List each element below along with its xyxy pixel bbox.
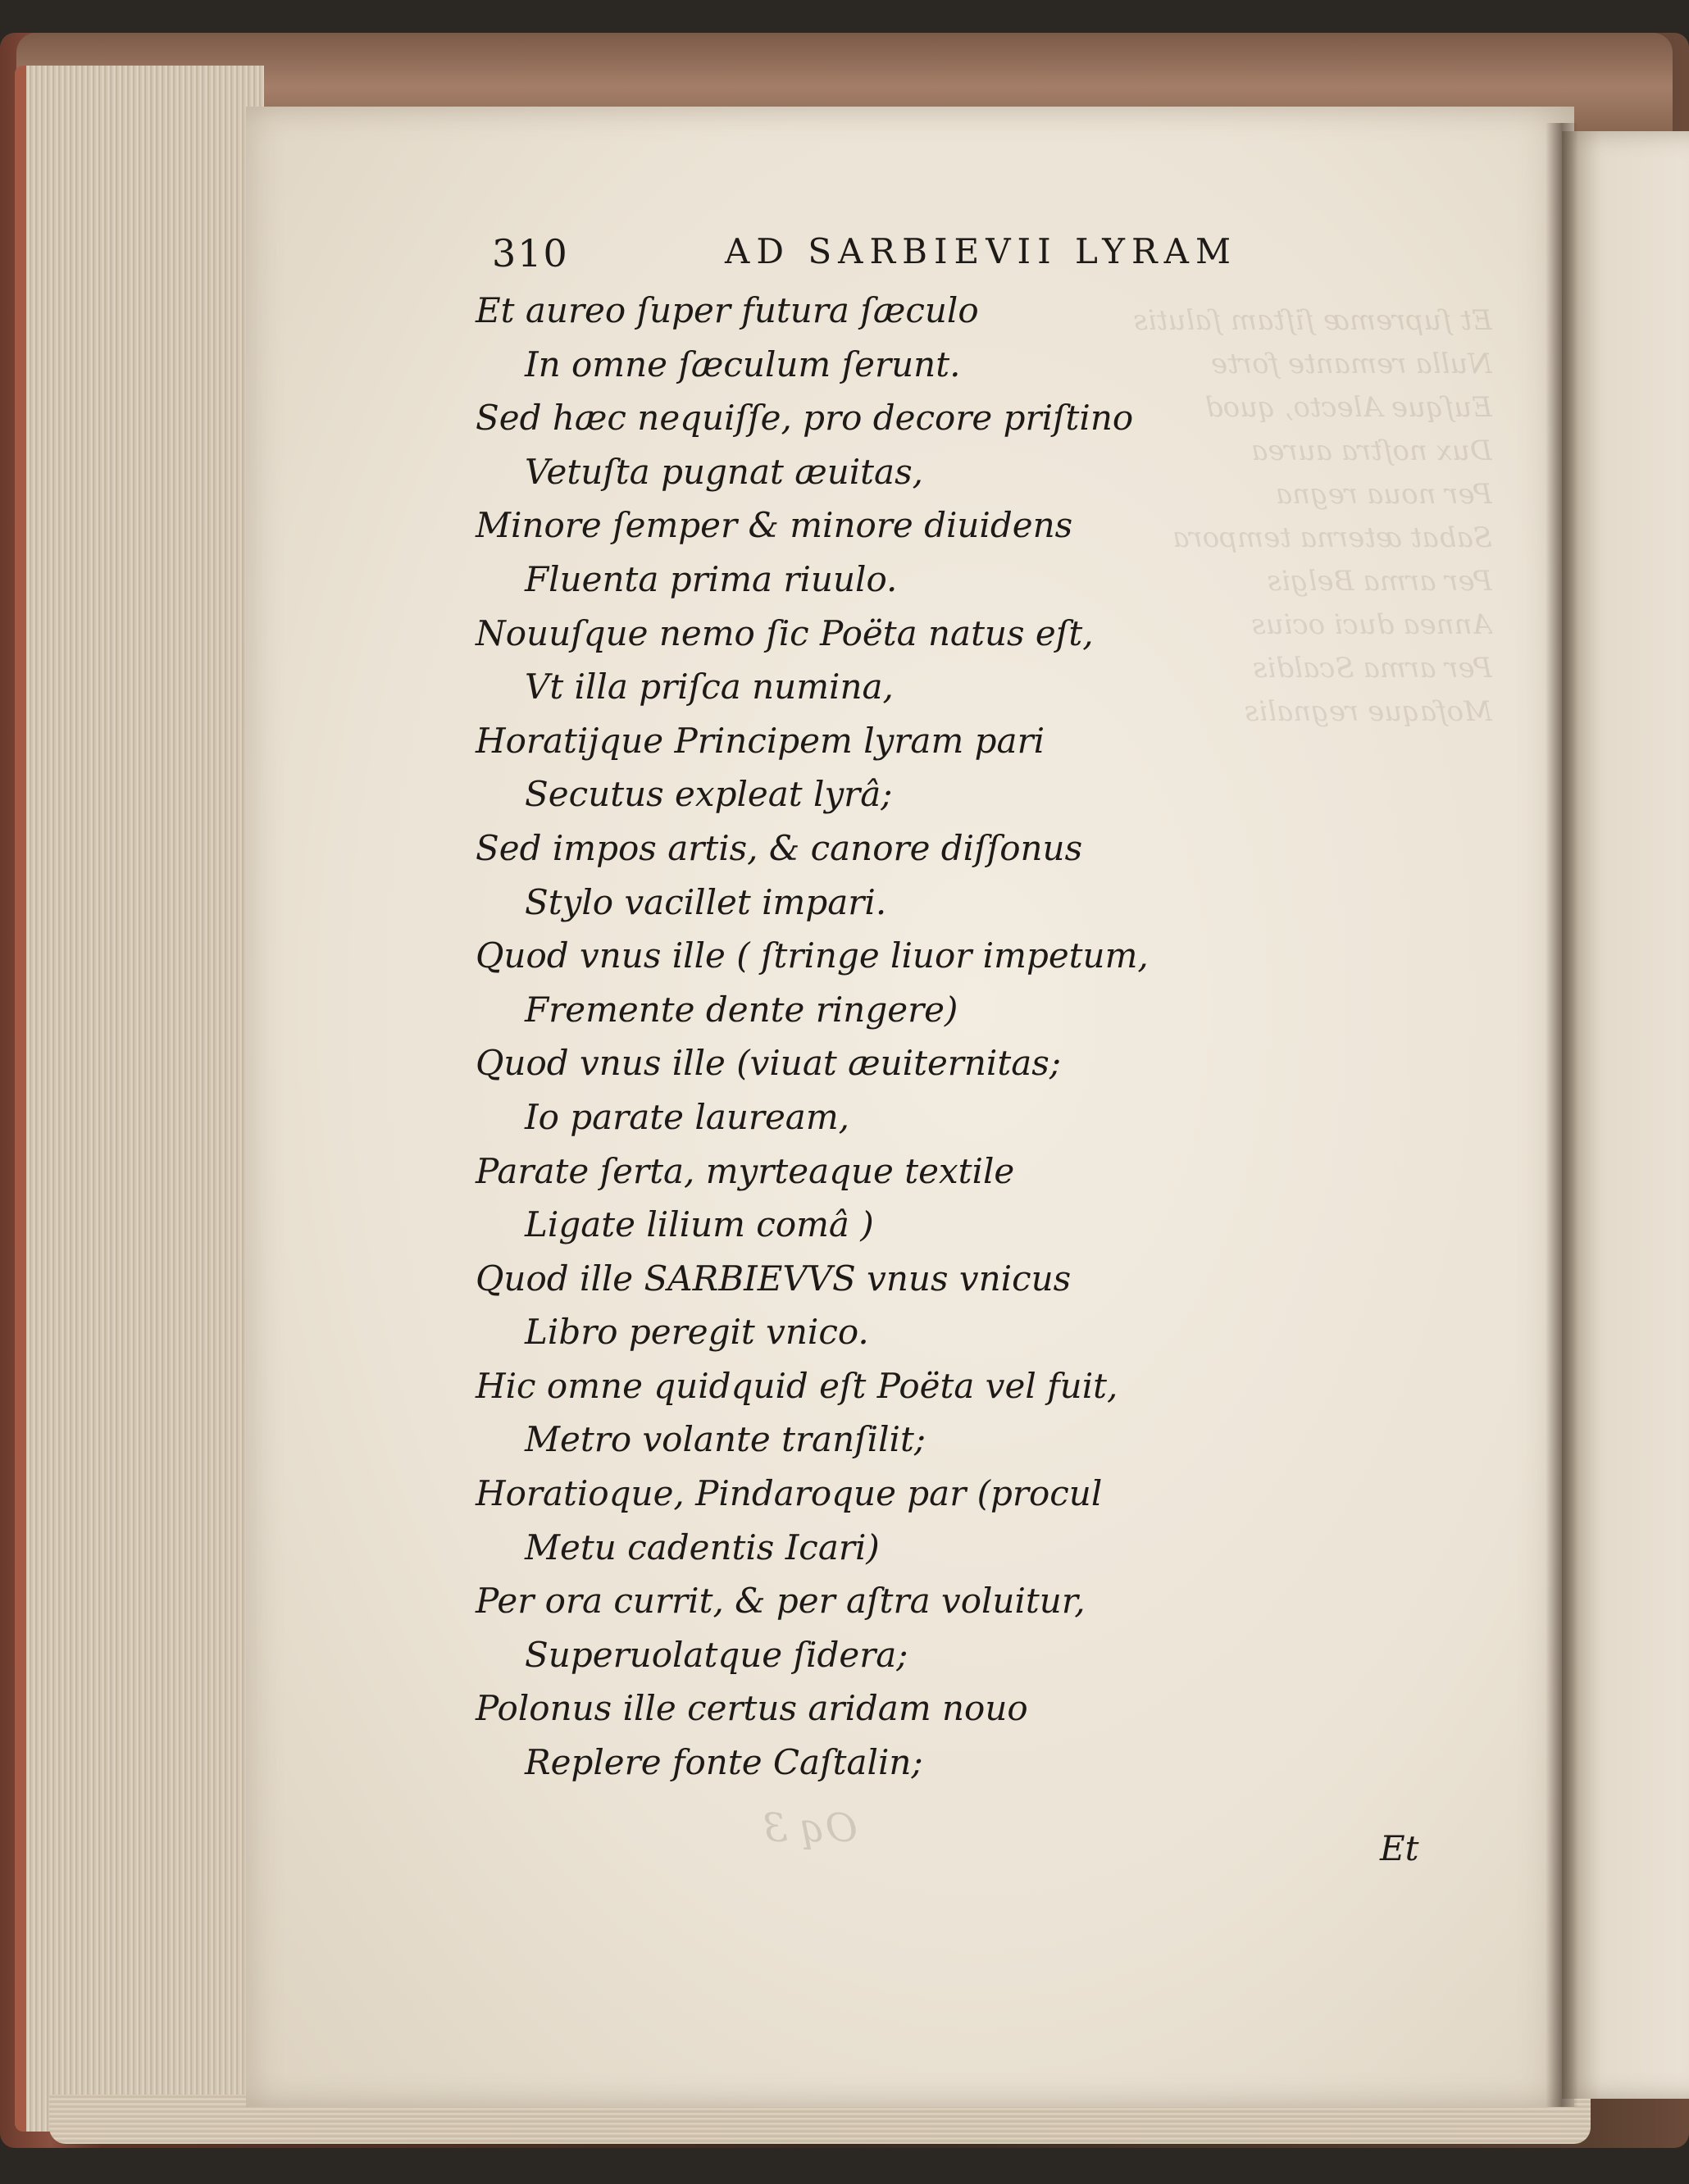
verse-line: Superuolatque ſidera; <box>525 1634 908 1675</box>
running-title: AD SARBIEVII LYRAM <box>725 231 1237 271</box>
verse-line: Vt illa priſca numina, <box>525 667 894 708</box>
verse-line: Sed hæc nequiſſe, pro decore priſtino <box>476 398 1134 439</box>
verse-line: Libro peregit vnico. <box>525 1312 869 1353</box>
verse-line: Fremente dente ringere) <box>525 989 958 1030</box>
verse-line: Ligate lilium comâ ) <box>525 1204 874 1245</box>
catchword: Et <box>1380 1828 1419 1868</box>
verse-line: Sed impos artis, & canore diſſonus <box>476 827 1083 868</box>
book-gutter <box>1546 123 1578 2107</box>
verse-line: Metro volante tranſilit; <box>525 1419 926 1460</box>
verse-line: Minore ſemper & minore diuidens <box>476 505 1073 546</box>
verse-line: Io parate lauream, <box>525 1096 850 1137</box>
verse-line: Et aureo ſuper futura ſæculo <box>476 290 979 330</box>
page-stack-left-edge <box>15 66 264 2132</box>
verse-line: Stylo vacillet impari. <box>525 881 887 922</box>
verse-line: In omne ſæculum ſerunt. <box>525 344 961 384</box>
verse-line: Fluenta prima riuulo. <box>525 558 898 599</box>
verse-line: Hic omne quidquid eſt Poëta vel fuit, <box>476 1365 1118 1406</box>
verse-line: Quod ille SARBIEVVS vnus vnicus <box>476 1258 1072 1299</box>
verse-line: Quod vnus ille ( ſtringe liuor impetum, <box>476 935 1149 976</box>
right-facing-page <box>1562 131 1689 2099</box>
verse-line: Horatioque, Pindaroque par (procul <box>476 1473 1103 1514</box>
verse-line: Secutus expleat lyrâ; <box>525 774 893 815</box>
verse-body <box>476 284 1295 1790</box>
verse-line: Parate ſerta, myrteaque textile <box>476 1150 1015 1191</box>
page-number: 310 <box>492 231 569 275</box>
verse-line: Nouuſque nemo ſic Poëta natus eſt, <box>476 612 1094 653</box>
verse-line: Per ora currit, & per aſtra voluitur, <box>476 1581 1086 1622</box>
bleed-through-text: Et ſupremæ ſiſtam ſalutis Nulla remante forte Euſque Alecto, quod Dux noſtra aurea Per noua regna Sabat æterna tempora Per arma Belgis Annea duci ocius Per arma Scaldis Mofaque regnalis <box>1133 304 1492 728</box>
verse-line: Vetuſta pugnat æuitas, <box>525 451 923 492</box>
verse-line: Polonus ille certus aridam nouo <box>476 1688 1028 1729</box>
page-header <box>492 231 1345 289</box>
verse-line: Quod vnus ille (viuat æuiternitas; <box>476 1043 1061 1084</box>
verse-line: Metu cadentis Icari) <box>525 1527 880 1567</box>
signature-mark-bleed: Oq 3 <box>763 1805 858 1851</box>
verse-line: Horatijque Principem lyram pari <box>476 720 1045 761</box>
verse-line: Replere fonte Caſtalin; <box>525 1742 923 1783</box>
